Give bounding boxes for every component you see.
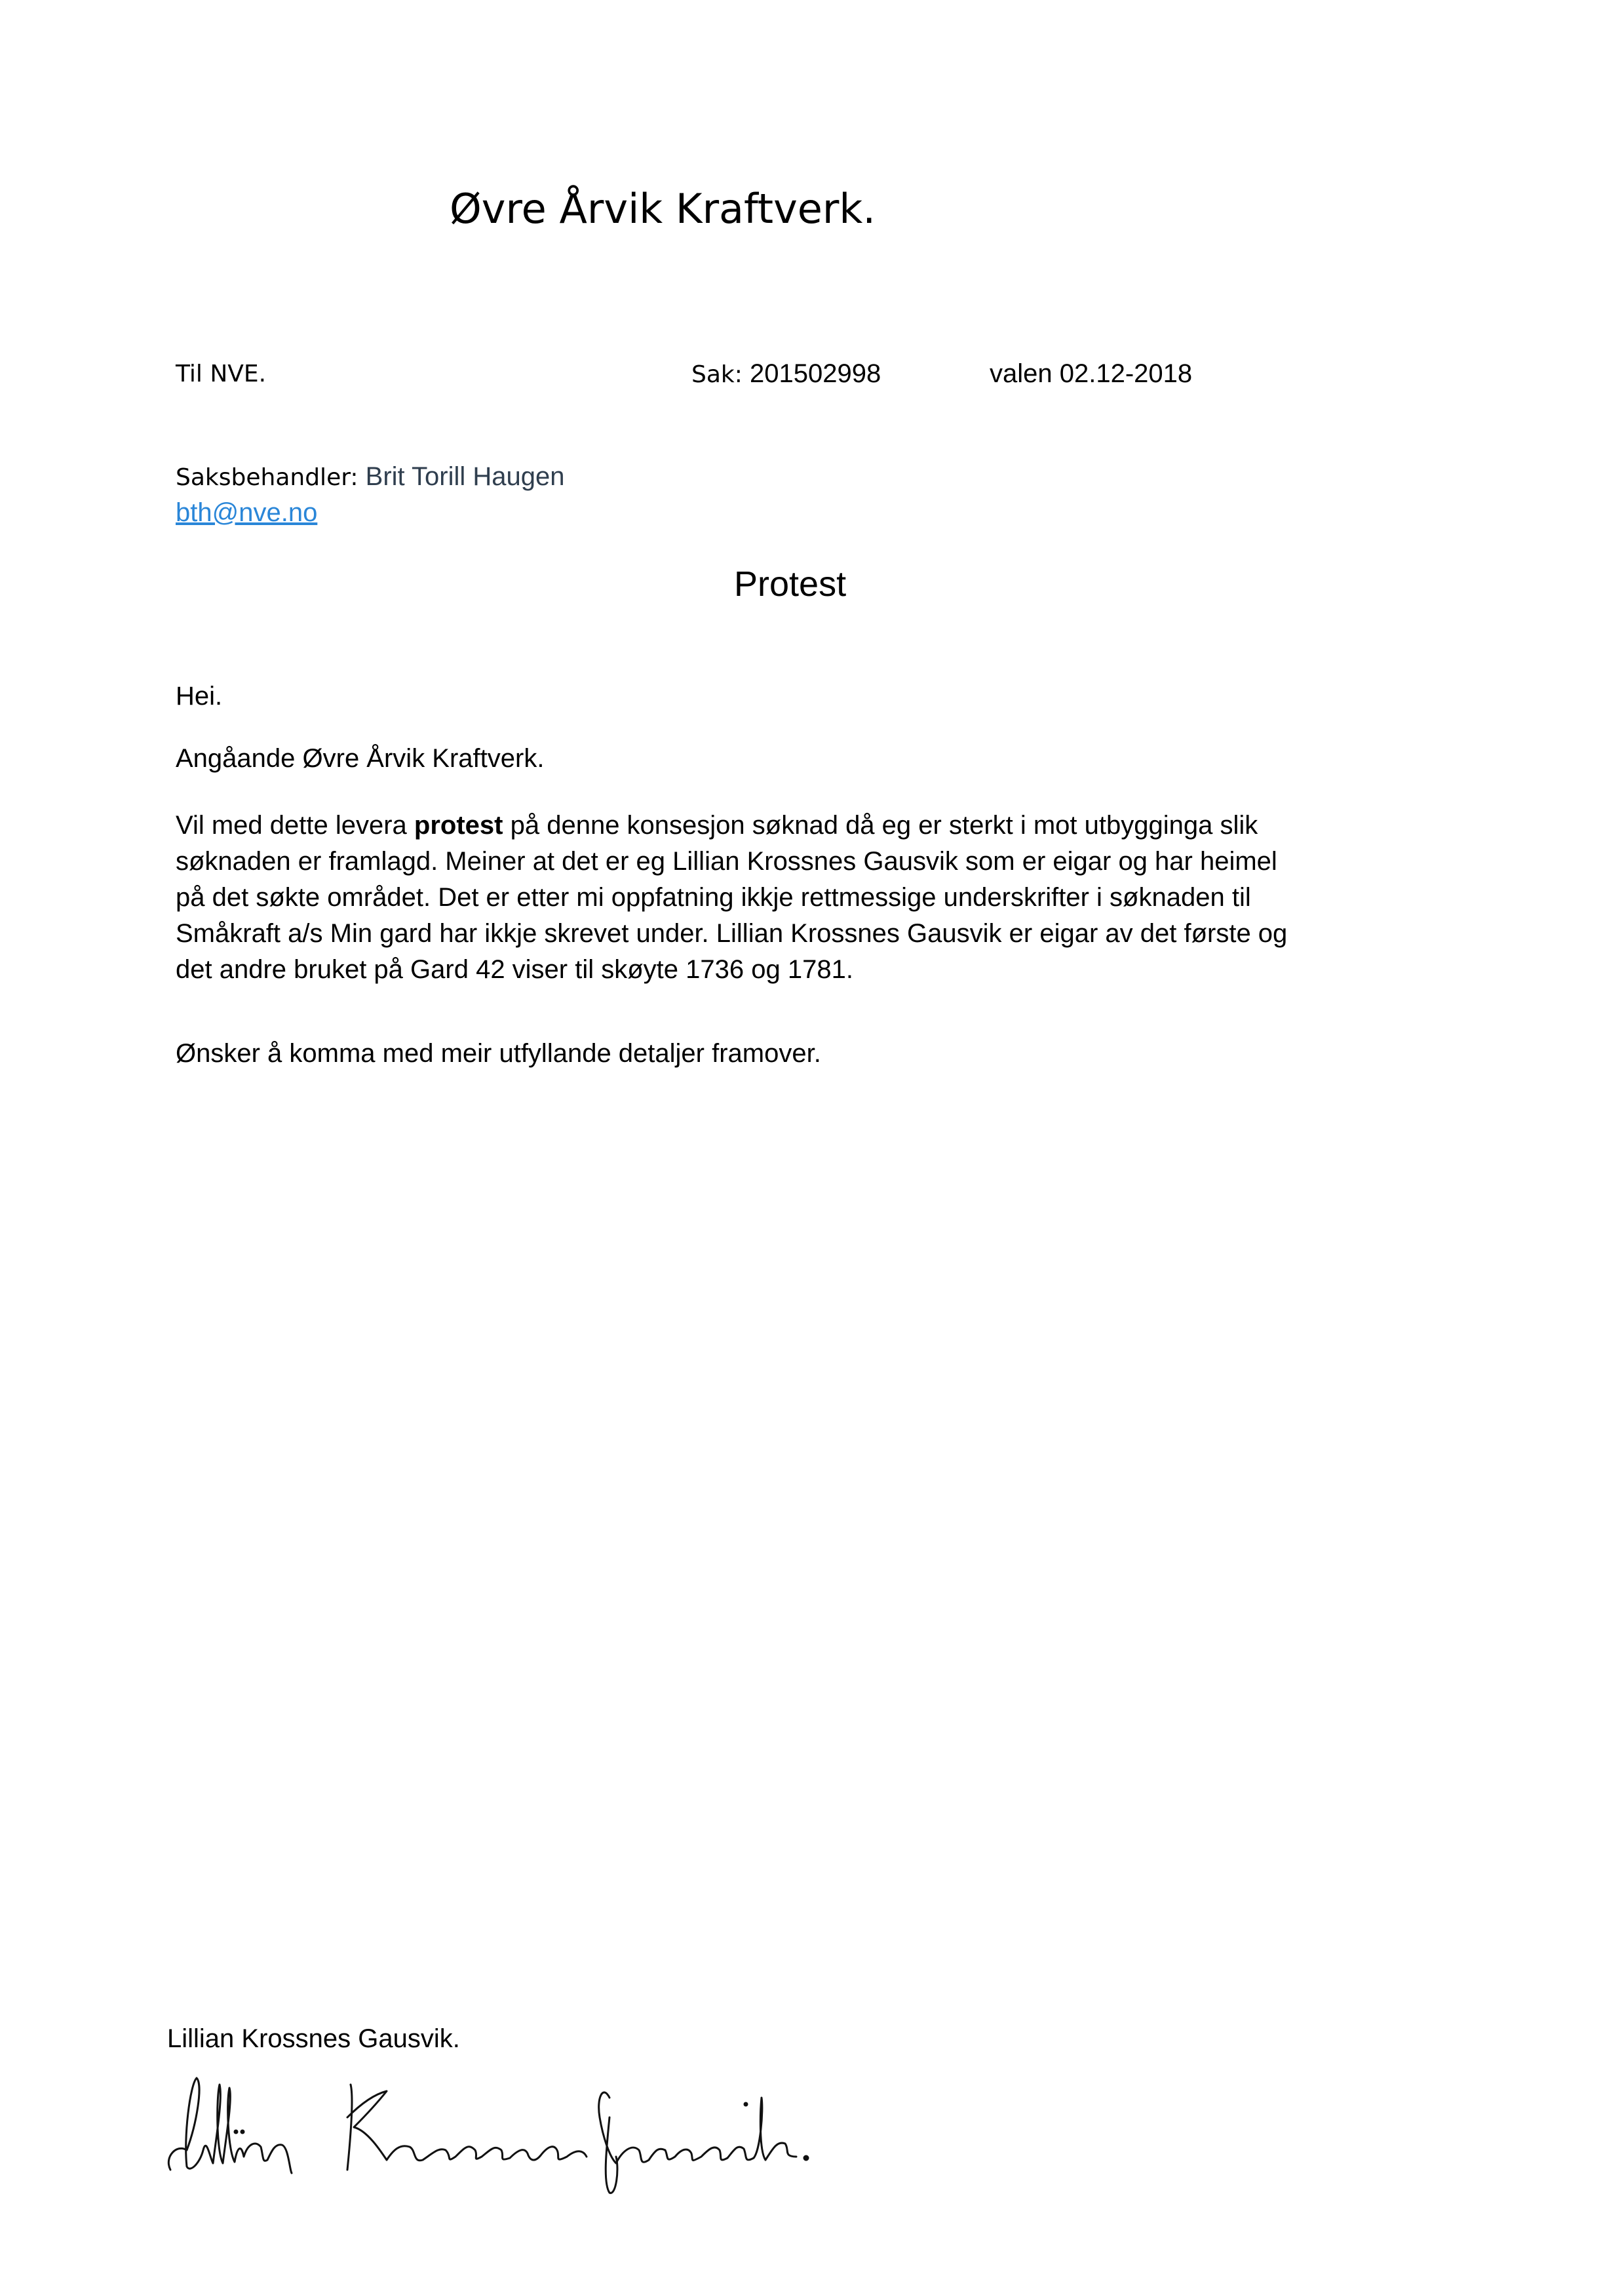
case-label: Sak: xyxy=(691,361,743,388)
protest-emphasis: protest xyxy=(414,811,503,840)
document-title: Øvre Årvik Kraftverk. xyxy=(450,185,876,233)
case-handler xyxy=(176,462,565,492)
paragraph-text: Vil med dette levera xyxy=(176,811,414,840)
greeting: Hei. xyxy=(176,682,223,711)
recipient: Til NVE. xyxy=(176,361,267,387)
subject-heading: Protest xyxy=(734,564,847,604)
handler-label: Saksbehandler: xyxy=(176,464,358,491)
case-reference xyxy=(691,359,881,389)
handwritten-signature xyxy=(151,2058,891,2203)
paragraph-line: det andre bruket på Gard 42 viser til skøyte 1736 og 1781. xyxy=(176,955,853,984)
paragraph-line: Småkraft a/s Min gard har ikkje skrevet under. Lillian Krossnes Gausvik er eigar av det første og xyxy=(176,919,1288,948)
paragraph-line: på det søkte området. Det er etter mi oppfatning ikkje rettmessige underskrifter i søknaden til xyxy=(176,883,1251,912)
paragraph-line: søknaden er framlagd. Meiner at det er eg Lillian Krossnes Gausvik som er eigar og har heimel xyxy=(176,847,1277,876)
handler-name: Brit Torill Haugen xyxy=(365,462,565,491)
paragraph-line xyxy=(176,808,1460,844)
handler-email-link[interactable]: bth@nve.no xyxy=(176,498,318,527)
signer-name: Lillian Krossnes Gausvik. xyxy=(167,2024,460,2053)
place-date: valen 02.12-2018 xyxy=(990,359,1193,388)
regarding-line: Angåande Øvre Årvik Kraftverk. xyxy=(176,744,545,773)
case-number: 201502998 xyxy=(750,359,881,388)
closing-line: Ønsker å komma med meir utfyllande detaljer framover. xyxy=(176,1039,821,1068)
paragraph-text: på denne konsesjon søknad då eg er sterkt i mot utbygginga slik xyxy=(503,811,1258,840)
body-paragraph xyxy=(176,808,1460,988)
